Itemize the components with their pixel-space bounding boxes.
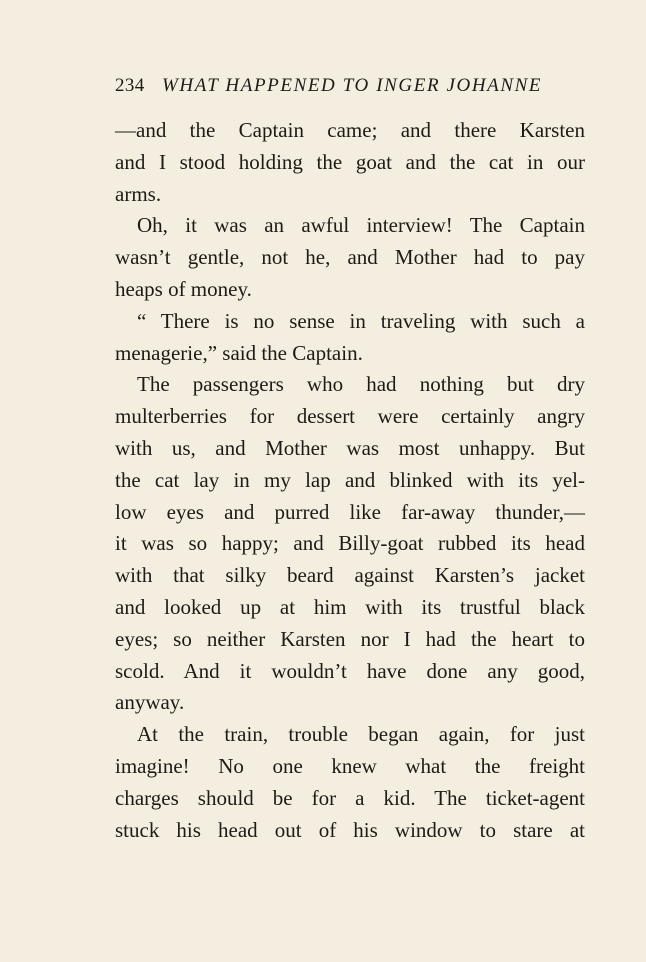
text-line: wasn’t gentle, not he, and Mother had to pay: [115, 245, 585, 270]
text-line: multerberries for dessert were certainly angry: [115, 404, 585, 429]
text-line: the cat lay in my lap and blinked with its yel-: [115, 467, 585, 492]
text-line: with that silky beard against Karsten’s jacket: [115, 563, 585, 588]
text-line: The passengers who had nothing but dry: [137, 372, 585, 397]
page-number: 234: [115, 75, 145, 96]
text-line: scold. And it wouldn’t have done any good,: [115, 658, 585, 683]
text-line: arms.: [115, 181, 162, 206]
text-line: imagine! No one knew what the freight: [115, 753, 585, 778]
text-line: and I stood holding the goat and the cat in our: [115, 149, 585, 174]
text-line: eyes; so neither Karsten nor I had the heart to: [115, 626, 585, 651]
text-line: low eyes and purred like far-away thunder,—: [115, 499, 585, 524]
text-line: stuck his head out of his window to stare at: [115, 817, 585, 842]
text-line: it was so happy; and Billy-goat rubbed its head: [115, 531, 585, 556]
text-line: “ There is no sense in traveling with such a: [137, 308, 585, 333]
body-text: [115, 115, 585, 846]
text-line: and looked up at him with its trustful black: [115, 594, 585, 619]
text-line: charges should be for a kid. The ticket-agent: [115, 785, 585, 810]
book-title: WHAT HAPPENED TO INGER JOHANNE: [162, 75, 543, 96]
text-line: with us, and Mother was most unhappy. But: [115, 435, 585, 460]
text-line: menagerie,” said the Captain.: [115, 340, 363, 365]
text-line: Oh, it was an awful interview! The Captain: [137, 213, 585, 238]
running-head: [115, 75, 585, 101]
text-line: heaps of money.: [115, 276, 252, 301]
text-line: anyway.: [115, 690, 185, 715]
text-line: —and the Captain came; and there Karsten: [115, 118, 585, 142]
text-line: At the train, trouble began again, for just: [137, 722, 585, 747]
